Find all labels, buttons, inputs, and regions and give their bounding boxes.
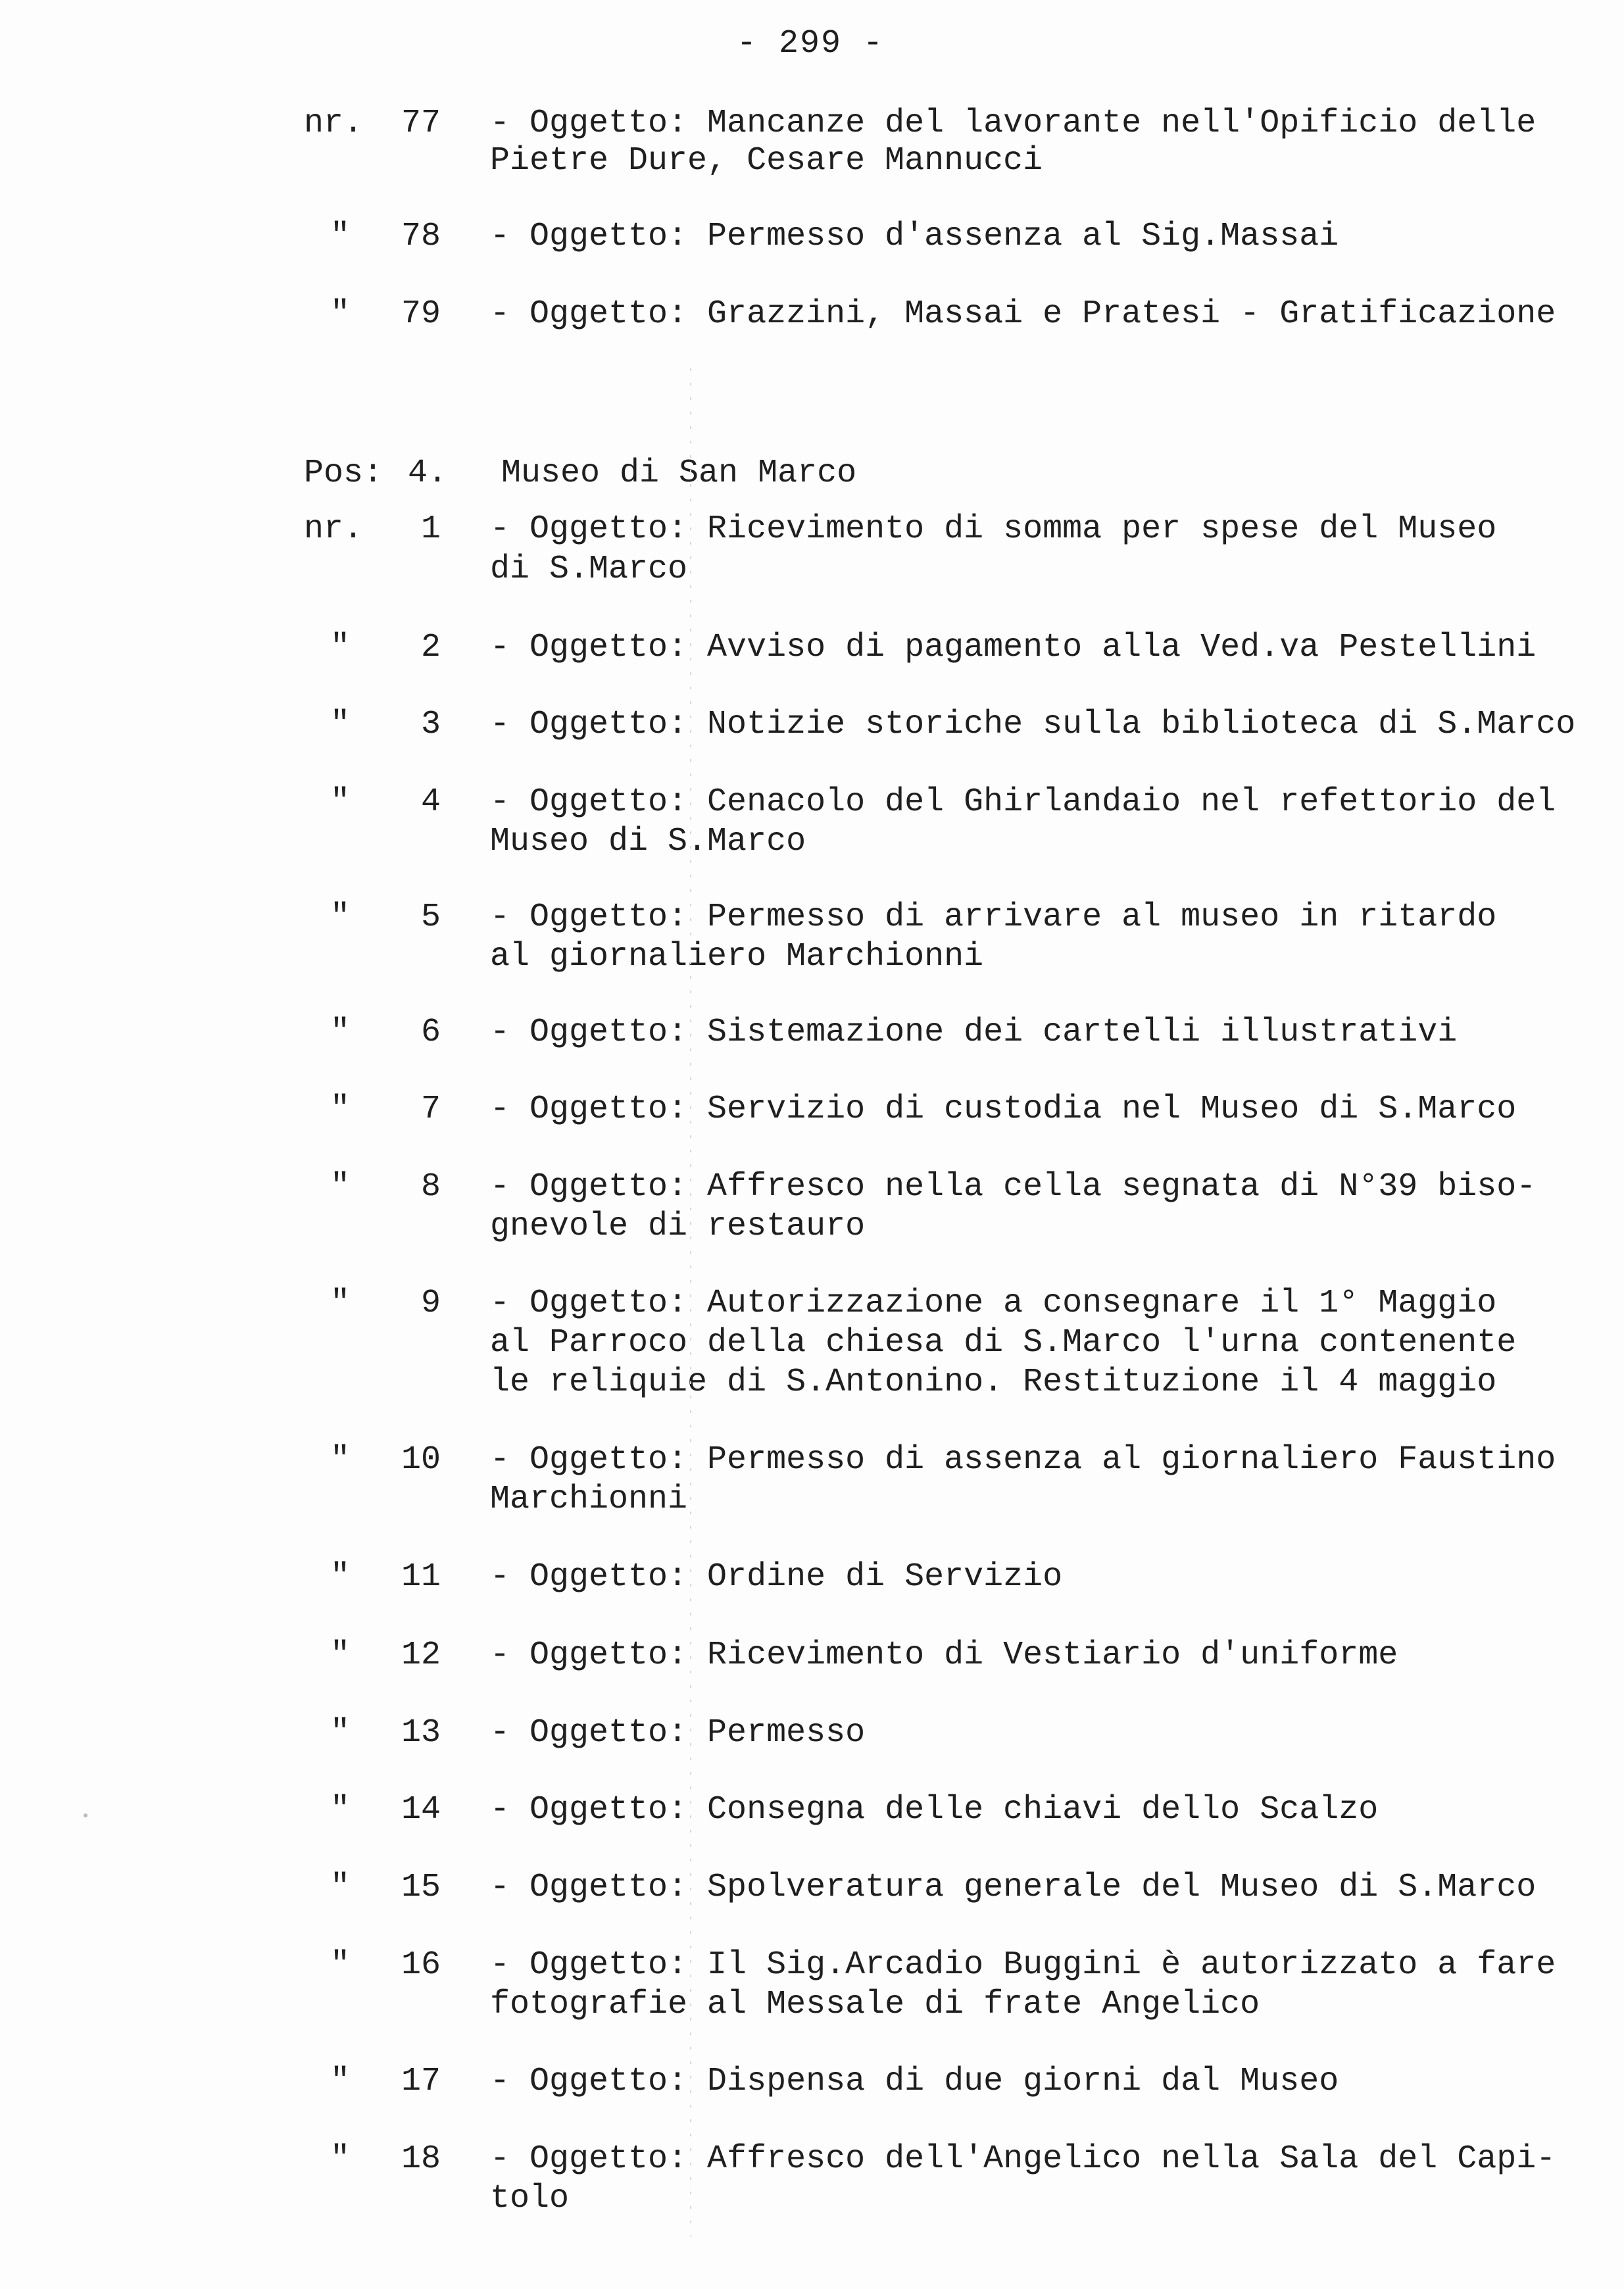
ditto-mark: " [330,2063,351,2100]
item-text: - Oggetto: Notizie storiche sulla biblioteca di S.Marco [490,706,1576,743]
item-text: - Oggetto: Mancanze del lavorante nell'Opificio delle [490,105,1537,142]
speck [84,1813,87,1817]
ditto-mark: " [330,1869,351,1906]
item-text: - Oggetto: Affresco nella cella segnata di N°39 biso- [490,1168,1537,1206]
item-number: 17 [401,2063,441,2100]
item-text: - Oggetto: Grazzini, Massai e Pratesi - Gratificazione [490,295,1556,333]
item-number: 13 [401,1714,441,1752]
item-number: 7 [420,1091,441,1128]
item-number: 18 [401,2140,441,2178]
item-number: 12 [401,1637,441,1674]
ditto-mark: " [330,1285,351,1322]
item-number: 11 [401,1558,441,1596]
item-number: 16 [401,1946,441,1984]
item-text: - Oggetto: Avviso di pagamento alla Ved.va Pestellini [490,629,1537,666]
item-number: 10 [401,1441,441,1479]
item-number: 4 [420,783,441,821]
item-text: tolo [490,2180,570,2217]
item-number: 2 [420,629,441,666]
item-text: - Oggetto: Il Sig.Arcadio Buggini è autorizzato a fare [490,1946,1556,1984]
item-text: - Oggetto: Ricevimento di somma per spese del Museo [490,510,1497,548]
nr-label: nr. [304,510,364,548]
item-text: - Oggetto: Dispensa di due giorni dal Museo [490,2063,1339,2100]
item-text: - Oggetto: Spolveratura generale del Museo di S.Marco [490,1869,1537,1906]
item-number: 14 [401,1791,441,1829]
ditto-mark: " [330,1014,351,1051]
item-number: 6 [420,1014,441,1051]
item-number: 9 [420,1285,441,1322]
item-text: Museo di S.Marco [490,823,806,860]
ditto-mark: " [330,783,351,821]
item-number: 8 [420,1168,441,1206]
item-text: - Oggetto: Permesso [490,1714,866,1752]
item-number: 78 [401,218,441,255]
ditto-mark: " [330,1714,351,1752]
item-text: Pietre Dure, Cesare Mannucci [490,142,1043,180]
ditto-mark: " [330,2140,351,2178]
item-number: 77 [401,105,441,142]
item-text: - Oggetto: Ricevimento di Vestiario d'uniforme [490,1637,1398,1674]
ditto-mark: " [330,629,351,666]
item-text: - Oggetto: Cenacolo del Ghirlandaio nel refettorio del [490,783,1556,821]
item-text: - Oggetto: Permesso di arrivare al museo in ritardo [490,898,1497,936]
item-text: Marchionni [490,1481,688,1518]
item-number: 79 [401,295,441,333]
ditto-mark: " [330,706,351,743]
pos-number: 4. [408,455,448,492]
ditto-mark: " [330,1168,351,1206]
item-text: al Parroco della chiesa di S.Marco l'urna contenente [490,1324,1517,1362]
ditto-mark: " [330,295,351,333]
item-text: - Oggetto: Servizio di custodia nel Museo di S.Marco [490,1091,1517,1128]
item-text: al giornaliero Marchionni [490,938,984,975]
ditto-mark: " [330,1091,351,1128]
item-number: 3 [420,706,441,743]
item-text: - Oggetto: Sistemazione dei cartelli illustrativi [490,1014,1458,1051]
item-number: 1 [420,510,441,548]
item-text: - Oggetto: Affresco dell'Angelico nella Sala del Capi- [490,2140,1556,2178]
nr-label: nr. [304,105,364,142]
ditto-mark: " [330,1441,351,1479]
item-text: - Oggetto: Consegna delle chiavi dello Scalzo [490,1791,1379,1829]
item-text: gnevole di restauro [490,1208,866,1245]
item-text: - Oggetto: Permesso d'assenza al Sig.Massai [490,218,1339,255]
ditto-mark: " [330,1637,351,1674]
page-number: - 299 - [737,25,885,62]
ditto-mark: " [330,218,351,255]
section-title: Museo di San Marco [501,455,857,492]
item-text: - Oggetto: Permesso di assenza al giornaliero Faustino [490,1441,1556,1479]
item-text: - Oggetto: Autorizzazione a consegnare il 1° Maggio [490,1285,1497,1322]
item-text: di S.Marco [490,551,688,588]
pos-label: Pos: [304,455,383,492]
item-number: 5 [420,898,441,936]
item-text: le reliquie di S.Antonino. Restituzione il 4 maggio [490,1364,1497,1401]
ditto-mark: " [330,1791,351,1829]
item-text: fotografie al Messale di frate Angelico [490,1986,1260,2023]
item-number: 15 [401,1869,441,1906]
item-text: - Oggetto: Ordine di Servizio [490,1558,1063,1596]
ditto-mark: " [330,1946,351,1984]
ditto-mark: " [330,1558,351,1596]
ditto-mark: " [330,898,351,936]
